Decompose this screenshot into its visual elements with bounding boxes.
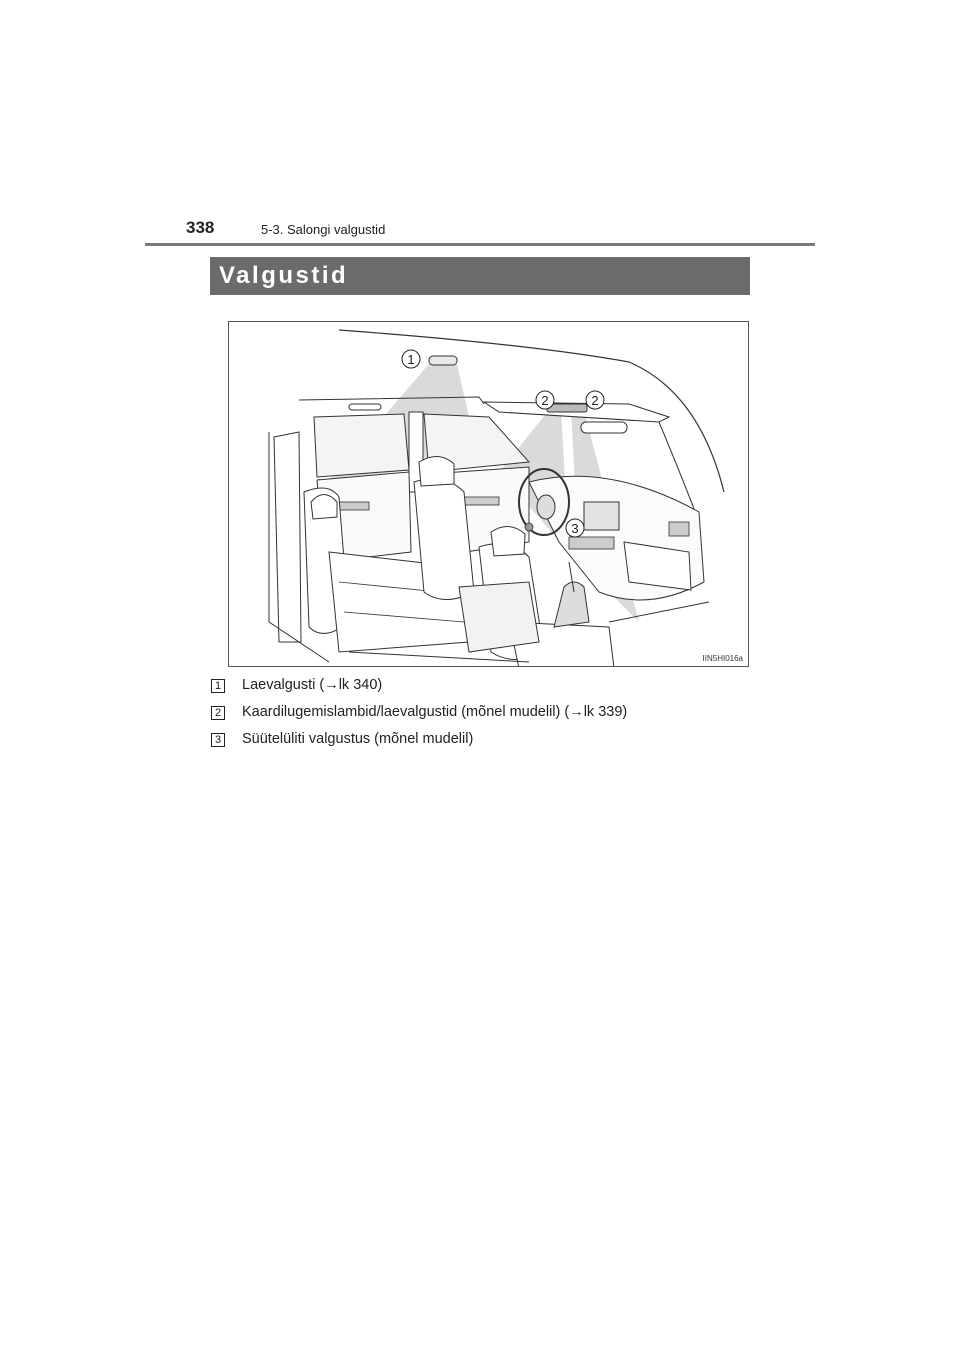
- legend-text: Kaardilugemislambid/laevalgustid (mõnel mudelil) (→lk 339): [242, 704, 628, 720]
- center-console: [459, 582, 539, 652]
- car-interior-illustration: [228, 321, 749, 667]
- legend-item: [211, 728, 751, 755]
- section-breadcrumb: 5-3. Salongi valgustid: [261, 222, 386, 237]
- legend-text: Süütelüliti valgustus (mõnel mudelil): [242, 731, 474, 747]
- ignition-switch: [525, 523, 533, 531]
- passenger-headrest: [491, 526, 525, 556]
- legend-item: [211, 701, 751, 728]
- svg-text:2: 2: [541, 393, 549, 408]
- rear-window: [314, 414, 409, 477]
- passenger-vent: [669, 522, 689, 536]
- svg-text:2: 2: [591, 393, 599, 408]
- page-number: 338: [186, 218, 215, 237]
- svg-text:3: 3: [571, 521, 579, 536]
- dome-light: [429, 356, 457, 365]
- header-divider: [145, 243, 815, 246]
- callout-2-right: [586, 391, 604, 409]
- rear-headrest: [311, 495, 337, 520]
- rear-mirror: [581, 422, 627, 433]
- center-display: [584, 502, 619, 530]
- center-vents: [569, 537, 614, 549]
- callout-3: [566, 519, 584, 537]
- legend-number: 2: [211, 706, 225, 720]
- figure-code: IIN5HI016a: [702, 654, 743, 663]
- interior-lighting-diagram: [229, 322, 749, 667]
- svg-text:1: 1: [407, 352, 415, 367]
- legend-number: 3: [211, 733, 225, 747]
- legend-list: [211, 674, 751, 755]
- page-title: Valgustid: [219, 262, 349, 289]
- grab-handle: [349, 404, 381, 410]
- map-lamp-housing: [547, 404, 587, 412]
- legend-number: 1: [211, 679, 225, 693]
- legend-text: Laevalgusti (→lk 340): [242, 677, 383, 693]
- steering-hub: [537, 495, 555, 519]
- legend-item: [211, 674, 751, 701]
- section-title-bar: [210, 257, 750, 295]
- driver-headrest: [419, 456, 454, 486]
- callout-2-left: [536, 391, 554, 409]
- callout-1: [402, 350, 420, 368]
- rear-pillar: [274, 432, 301, 642]
